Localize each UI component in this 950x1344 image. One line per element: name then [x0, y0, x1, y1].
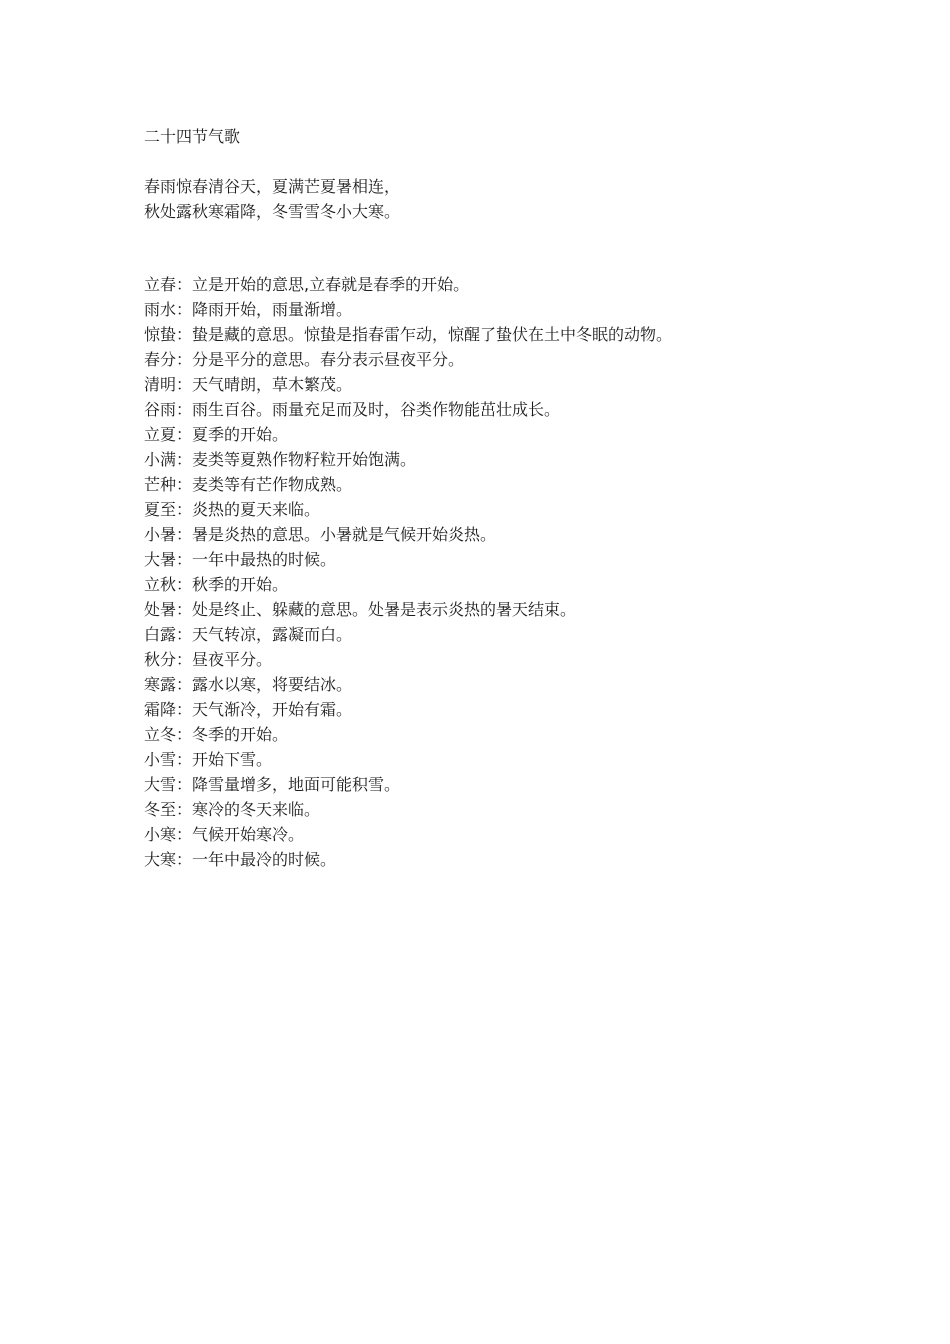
page-title: 二十四节气歌: [144, 127, 241, 146]
solar-term-name: 白露: [144, 625, 177, 644]
solar-term-name: 立夏: [144, 425, 177, 444]
solar-term-line: [144, 322, 864, 347]
term-separator: ：: [176, 375, 193, 394]
term-separator: ：: [176, 300, 193, 319]
solar-term-description: 雨生百谷。雨量充足而及时，谷类作物能茁壮成长。: [192, 400, 561, 419]
term-separator: ：: [176, 725, 193, 744]
solar-term-line: [144, 722, 864, 747]
solar-term-line: [144, 347, 864, 372]
solar-term-name: 谷雨: [144, 400, 177, 419]
solar-term-name: 惊蛰: [144, 325, 177, 344]
solar-term-name: 雨水: [144, 300, 177, 319]
solar-term-description: 分是平分的意思。春分表示昼夜平分。: [192, 350, 465, 369]
solar-term-description: 蛰是藏的意思。惊蛰是指春雷乍动，惊醒了蛰伏在土中冬眠的动物。: [192, 325, 673, 344]
term-separator: ：: [176, 775, 193, 794]
song-line: 秋处露秋寒霜降，冬雪雪冬小大寒。: [144, 202, 401, 221]
song-line: 春雨惊春清谷天，夏满芒夏暑相连，: [144, 177, 401, 196]
solar-term-line: [144, 422, 864, 447]
solar-term-description: 一年中最冷的时候。: [192, 850, 337, 869]
solar-term-description: 天气晴朗，草木繁茂。: [192, 375, 353, 394]
term-separator: ：: [176, 400, 193, 419]
solar-term-line: [144, 622, 864, 647]
solar-term-description: 夏季的开始。: [192, 425, 289, 444]
solar-term-description: 麦类等夏熟作物籽粒开始饱满。: [192, 450, 417, 469]
solar-term-name: 大雪: [144, 775, 177, 794]
solar-term-description: 一年中最热的时候。: [192, 550, 337, 569]
solar-term-line: [144, 822, 864, 847]
solar-term-description: 秋季的开始。: [192, 575, 289, 594]
solar-term-line: [144, 797, 864, 822]
solar-term-line: [144, 847, 864, 872]
solar-term-name: 大寒: [144, 850, 177, 869]
solar-term-line: [144, 472, 864, 497]
solar-term-description: 气候开始寒冷。: [192, 825, 305, 844]
solar-term-description: 暑是炎热的意思。小暑就是气候开始炎热。: [192, 525, 497, 544]
term-separator: ：: [176, 700, 193, 719]
solar-term-name: 小寒: [144, 825, 177, 844]
term-separator: ：: [176, 650, 193, 669]
term-separator: ：: [176, 800, 193, 819]
term-separator: ：: [176, 600, 193, 619]
solar-term-name: 春分: [144, 350, 177, 369]
document-body: [144, 124, 864, 872]
term-separator: ：: [176, 850, 193, 869]
term-separator: ：: [176, 625, 193, 644]
term-separator: ：: [176, 350, 193, 369]
solar-term-line: [144, 672, 864, 697]
solar-terms-song: [144, 174, 864, 224]
solar-term-description: 降雪量增多，地面可能积雪。: [192, 775, 401, 794]
solar-term-name: 秋分: [144, 650, 177, 669]
solar-term-line: [144, 447, 864, 472]
solar-term-description: 立是开始的意思,立春就是春季的开始。: [192, 275, 470, 294]
solar-term-description: 处是终止、躲藏的意思。处暑是表示炎热的暑天结束。: [192, 600, 577, 619]
term-separator: ：: [176, 425, 193, 444]
solar-term-line: [144, 272, 864, 297]
solar-term-line: [144, 547, 864, 572]
term-separator: ：: [176, 275, 193, 294]
solar-term-name: 冬至: [144, 800, 177, 819]
solar-term-description: 麦类等有芒作物成熟。: [192, 475, 353, 494]
solar-terms-list: [144, 272, 864, 872]
solar-term-name: 霜降: [144, 700, 177, 719]
solar-term-name: 立春: [144, 275, 177, 294]
term-separator: ：: [176, 325, 193, 344]
solar-term-line: [144, 397, 864, 422]
solar-term-name: 清明: [144, 375, 177, 394]
term-separator: ：: [176, 525, 193, 544]
term-separator: ：: [176, 575, 193, 594]
solar-term-description: 天气渐冷，开始有霜。: [192, 700, 353, 719]
solar-term-description: 降雨开始，雨量渐增。: [192, 300, 353, 319]
term-separator: ：: [176, 450, 193, 469]
solar-term-description: 天气转凉，露凝而白。: [192, 625, 353, 644]
term-separator: ：: [176, 750, 193, 769]
solar-term-name: 大暑: [144, 550, 177, 569]
solar-term-description: 冬季的开始。: [192, 725, 289, 744]
solar-term-description: 开始下雪。: [192, 750, 273, 769]
solar-term-line: [144, 522, 864, 547]
term-separator: ：: [176, 675, 193, 694]
solar-term-line: [144, 747, 864, 772]
solar-term-line: [144, 772, 864, 797]
solar-term-line: [144, 597, 864, 622]
term-separator: ：: [176, 550, 193, 569]
solar-term-name: 寒露: [144, 675, 177, 694]
term-separator: ：: [176, 500, 193, 519]
solar-term-name: 小暑: [144, 525, 177, 544]
term-separator: ：: [176, 475, 193, 494]
solar-term-description: 寒冷的冬天来临。: [192, 800, 321, 819]
solar-term-line: [144, 297, 864, 322]
solar-term-line: [144, 497, 864, 522]
solar-term-description: 昼夜平分。: [192, 650, 273, 669]
solar-term-line: [144, 697, 864, 722]
solar-term-description: 炎热的夏天来临。: [192, 500, 321, 519]
solar-term-name: 小满: [144, 450, 177, 469]
solar-term-name: 处暑: [144, 600, 177, 619]
solar-term-name: 立冬: [144, 725, 177, 744]
solar-term-name: 夏至: [144, 500, 177, 519]
solar-term-name: 芒种: [144, 475, 177, 494]
solar-term-line: [144, 647, 864, 672]
solar-term-name: 立秋: [144, 575, 177, 594]
solar-term-description: 露水以寒，将要结冰。: [192, 675, 353, 694]
term-separator: ：: [176, 825, 193, 844]
solar-term-name: 小雪: [144, 750, 177, 769]
solar-term-line: [144, 372, 864, 397]
solar-term-line: [144, 572, 864, 597]
